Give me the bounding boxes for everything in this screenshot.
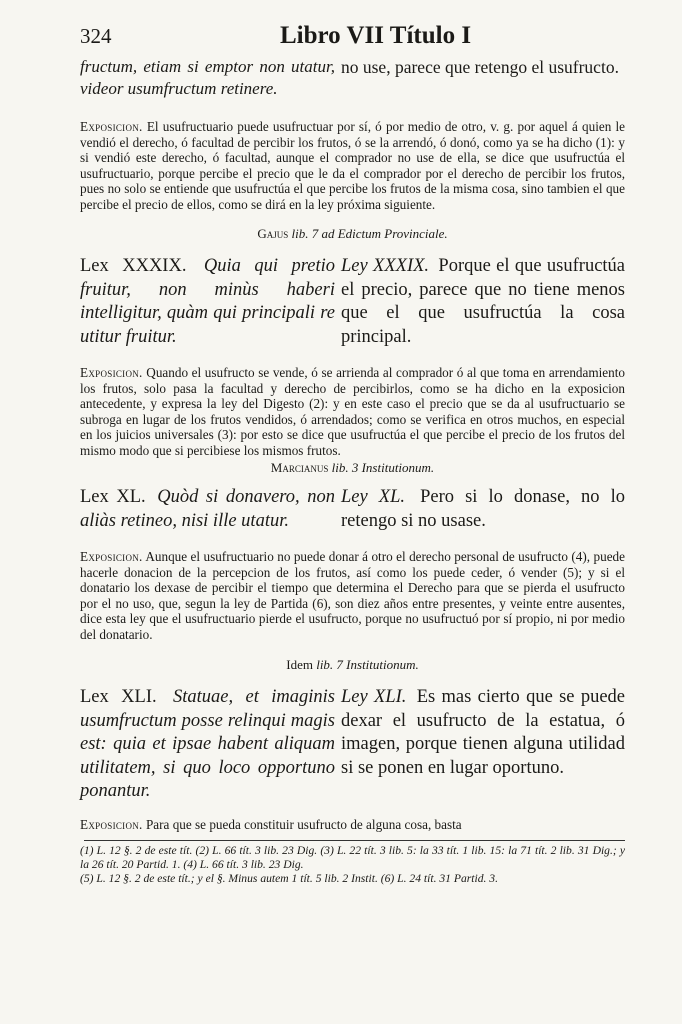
spanish-column: [341, 486, 625, 533]
latin-law-text: Statuae, et imaginis usumfructum posse relinqui magis est: quia et ipsae habent aliquam utilitatem, si quo loco opportuno ponantur.: [80, 687, 336, 801]
spanish-law-text: Pero si lo donase, no lo retengo si no usase.: [341, 487, 625, 531]
continued-text: [80, 56, 625, 100]
exposicion-paragraph: [80, 817, 625, 833]
latin-column: [80, 686, 335, 804]
source-reference: lib. 3 Institutionum.: [331, 460, 435, 475]
book-page: [80, 22, 625, 886]
latin-law-text: Quòd si donavero, non aliàs retineo, nisi ille utatur.: [80, 487, 335, 531]
footnote-divider: [84, 840, 625, 841]
source-author: Idem: [286, 657, 313, 672]
source-attribution: [80, 226, 625, 242]
exposicion-text: El usufructuario puede usufructuar por sí, ó por medio de otro, v. g. por aquel á quien le vendió el derecho, ó facultad de percibir los frutos, ó se la arrendó, ó donó, como ya se ha dicho (1): y si vendió este derecho, ó facultad, aunque el comprador no use de ella, se dice que usufructúa el usufructuario, porque percibe el precio que le da el comprador por el derecho de percibir los frutos, pues no solo se entiende que usufructúa el que percibe los frutos de la misma cosa, sino tambien el que percibe el precio de ellos, como se dirá en la ley próxima siguiente.: [80, 119, 626, 212]
exposicion-paragraph: [80, 549, 625, 642]
exposicion-text: Aunque el usufructuario no puede donar á otro el derecho personal de usufructo (4), puede hacerle donacion de la percepcion de los frutos, así como los puede ceder, ó vender (5); y si el donatario los dexase de percibir el tiempo que determina el Derecho para que se pierda el usufructo por el no uso, que, segun la ley de Partida (6), son diez años entre presentes, y veinte entre ausentes, dice esta ley que el usufructuario pierde el usufructo, porque no usufructuó por sí propio, ni por medio del donatario.: [80, 549, 625, 642]
exposicion-label: Exposicion.: [80, 119, 143, 134]
latin-column: [80, 486, 335, 533]
footnotes: [80, 844, 625, 886]
source-attribution: [80, 657, 625, 673]
page-number: 324: [80, 24, 112, 48]
spanish-column: [341, 255, 625, 349]
spanish-column: no use, parece que retengo el usufructo.: [341, 57, 619, 77]
source-attribution: [80, 460, 625, 476]
latin-law-text: Quia qui pretio fruitur, non minùs haberi intelligitur, quàm qui principali re utitur fruitur.: [80, 256, 335, 347]
exposicion-paragraph: [80, 365, 625, 458]
latin-law-label: Lex XL.: [80, 487, 146, 507]
law-xli: [80, 686, 625, 804]
footnote-line: (1) L. 12 §. 2 de este tít. (2) L. 66 tít. 3 lib. 23 Dig. (3) L. 22 tít. 3 lib. 5: la 33 tít. 1 lib. 15: la 71 tít. 2 lib. 31 Dig.; y la 26 tít. 20 Partid. 1. (4) L. 66 tít. 3 lib. 23 Dig.: [80, 844, 625, 871]
spanish-law-label: Ley XXXIX.: [341, 256, 430, 276]
exposicion-paragraph: [80, 119, 625, 212]
law-xxxix: [80, 255, 625, 349]
exposicion-text: Para que se pueda constituir usufructo de alguna cosa, basta: [145, 816, 462, 832]
law-xl: [80, 486, 625, 533]
exposicion-label: Exposicion.: [80, 365, 143, 380]
latin-law-label: Lex XLI.: [80, 687, 157, 707]
source-reference: lib. 7 Institutionum.: [316, 657, 419, 672]
exposicion-label: Exposicion.: [80, 816, 143, 832]
source-reference: lib. 7 ad Edictum Provinciale.: [291, 226, 448, 241]
running-title: Libro VII Título I: [280, 22, 472, 49]
footnote-line: (5) L. 12 §. 2 de este tít.; y el §. Minus autem 1 tít. 5 lib. 2 Instit. (6) L. 24 tít. 31 Partid. 3.: [80, 872, 498, 885]
spanish-law-text: Es mas cierto que se puede dexar el usufructo de la estatua, ó imagen, porque tienen alguna utilidad si se ponen en lugar oportuno.: [341, 687, 625, 778]
spanish-law-label: Ley XLI.: [341, 687, 407, 707]
exposicion-text: Quando el usufructo se vende, ó se arrienda al comprador ó al que toma en arrendamiento los frutos, solo pasa la facultad y derecho de percibirlos, como se ha dicho en la exposicion antecedente, y expresa la ley del Digesto (2): y en este caso el precio que se da al usufructuario se subroga en lugar de los frutos vendidos, ó arrendados; como se verifica en otros muchos, en especial en los juicios universales (3): por esto se dice que usufructúa el que percibe el precio de los frutos del mismo modo que si percibiese los mismos frutos.: [80, 365, 625, 458]
spanish-law-text: Porque el que usufructúa el precio, parece que no tiene menos que el que usufructúa la cosa principal.: [341, 256, 626, 347]
page-header: [80, 22, 625, 56]
spanish-column: [341, 686, 625, 804]
spanish-law-label: Ley XL.: [341, 487, 406, 507]
source-author: Marcianus: [270, 460, 329, 475]
latin-column: [80, 255, 335, 349]
latin-column: fructum, etiam si emptor non utatur, videor usumfructum retinere.: [80, 57, 335, 98]
source-author: Gajus: [257, 226, 289, 241]
latin-law-label: Lex XXXIX.: [80, 256, 187, 276]
exposicion-label: Exposicion.: [80, 549, 143, 564]
